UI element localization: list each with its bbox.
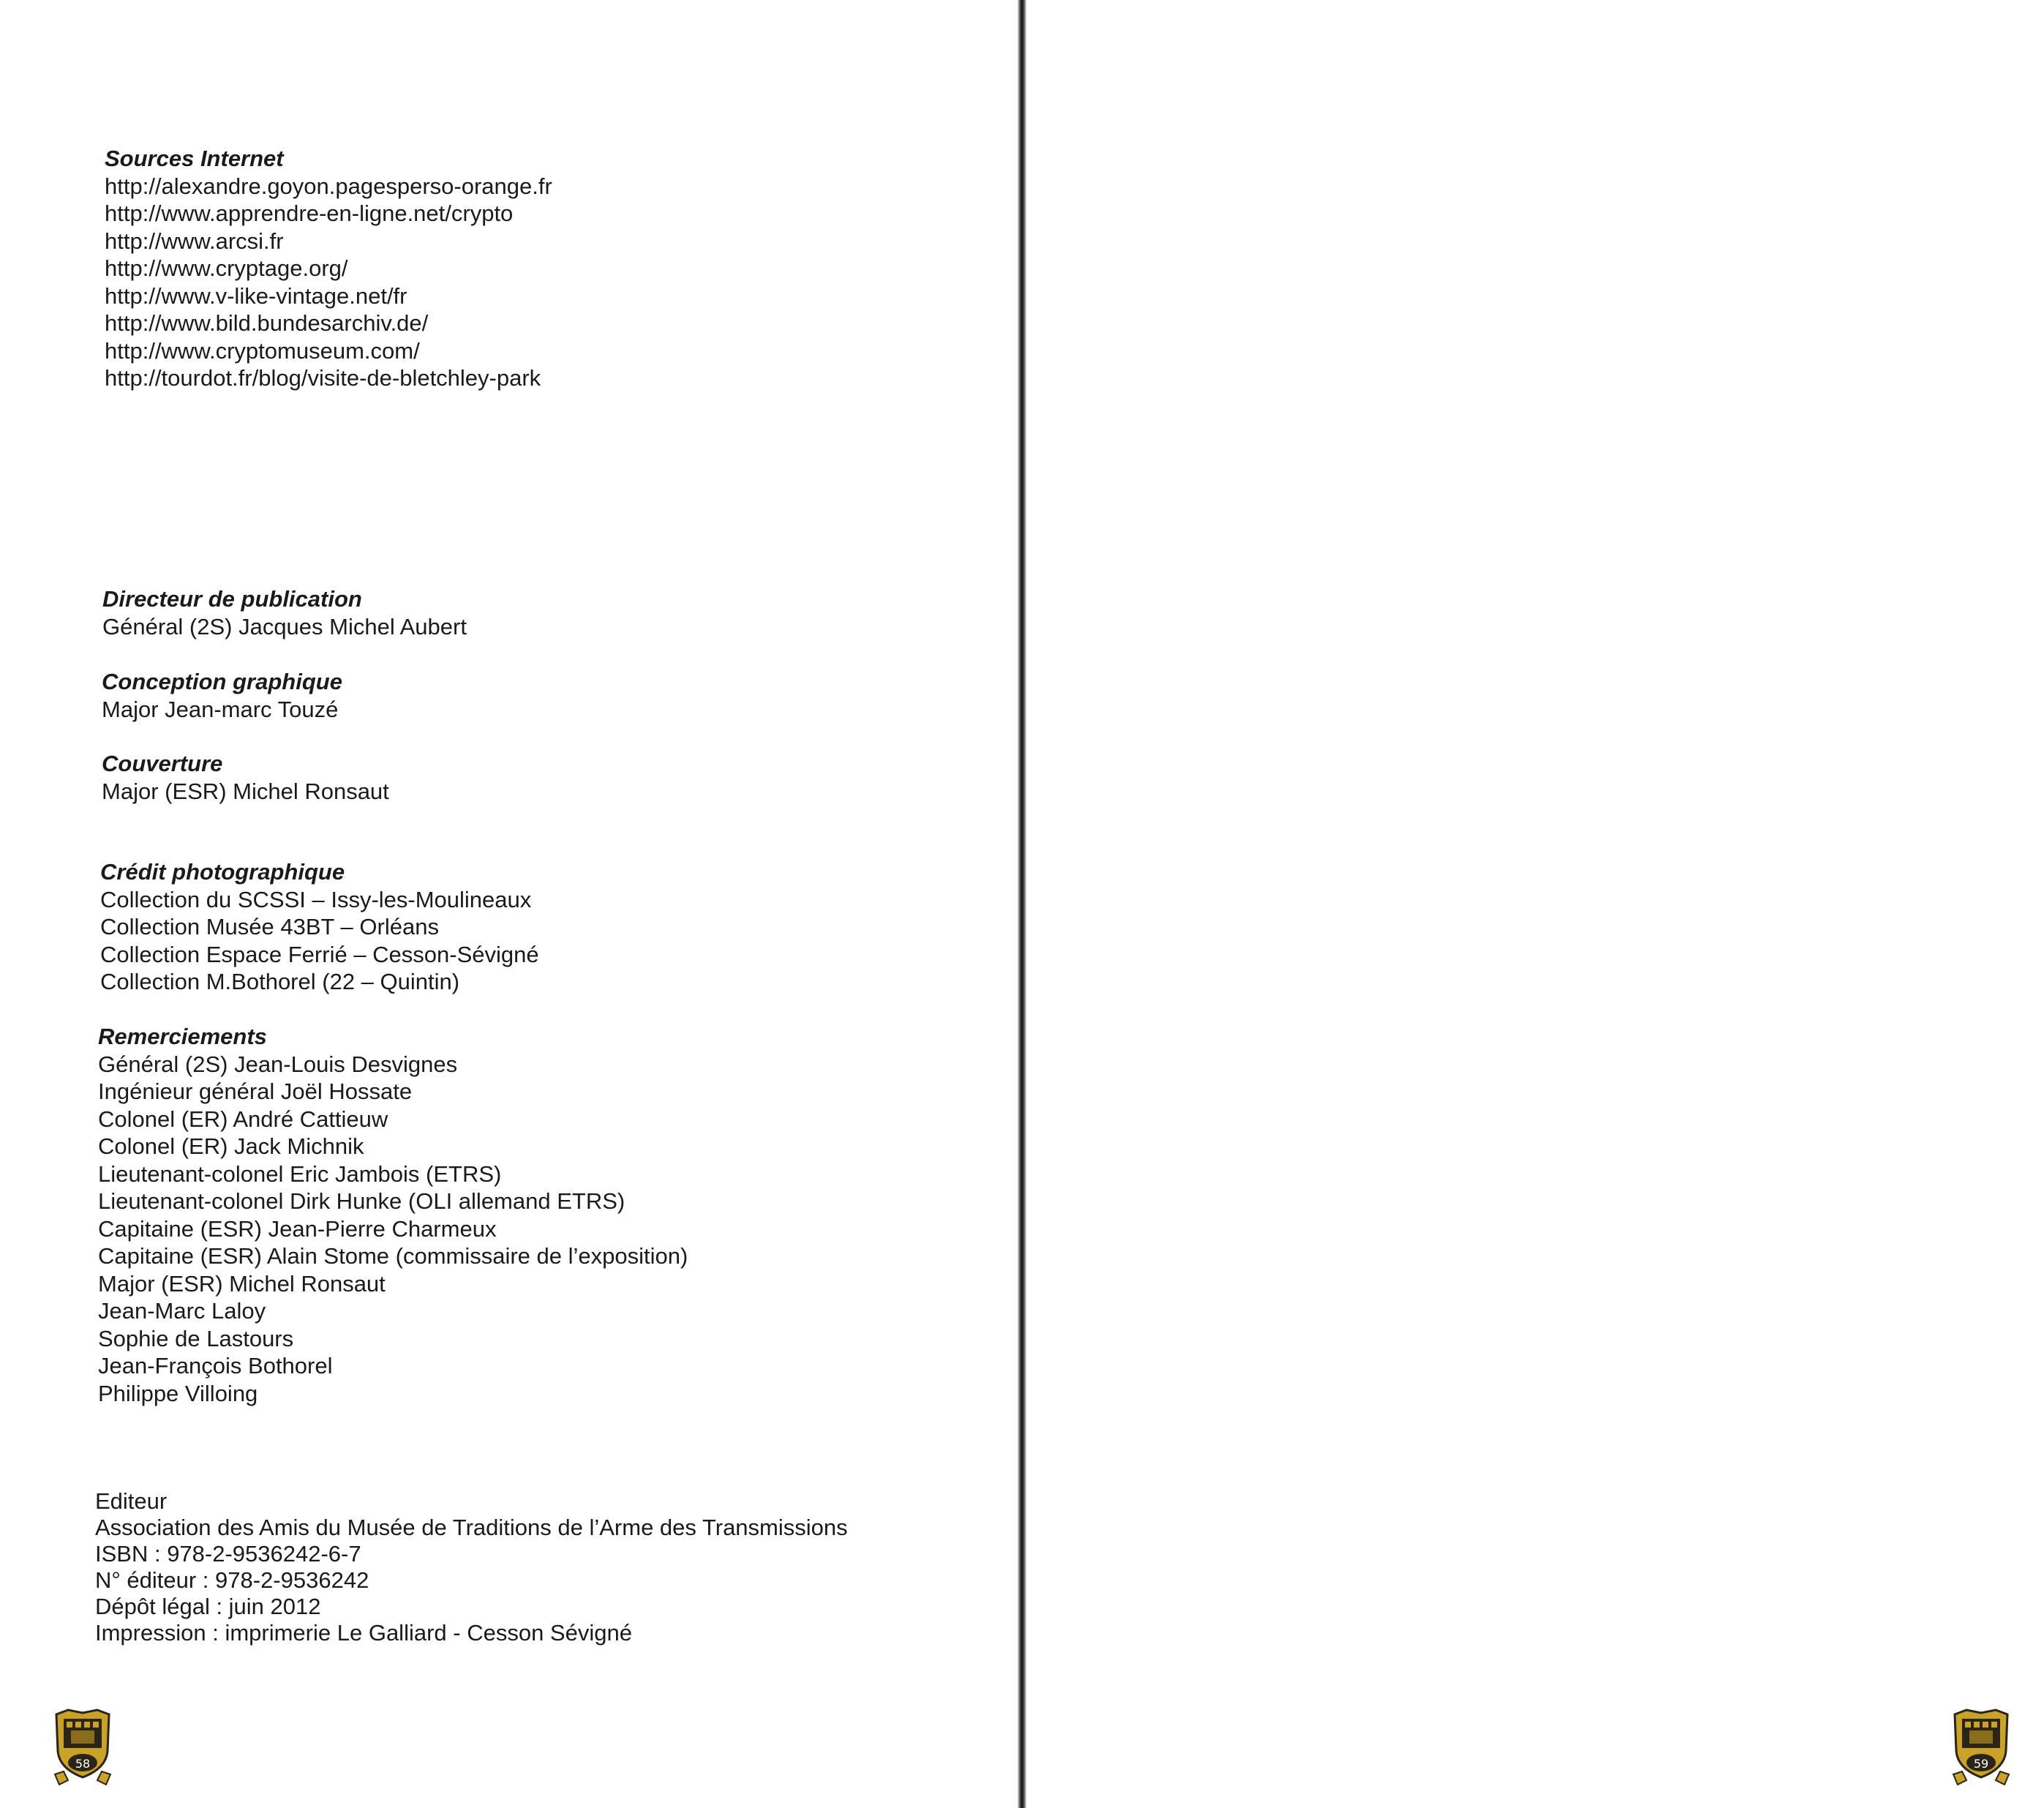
- right-page: [1032, 0, 2044, 1808]
- sources-heading: Sources Internet: [105, 146, 284, 171]
- couverture-section: [102, 750, 389, 805]
- remerciement-item: Ingénieur général Joël Hossate: [98, 1079, 413, 1104]
- source-url: http://www.cryptomuseum.com/: [105, 337, 420, 364]
- remerciement-item: Sophie de Lastours: [98, 1325, 294, 1351]
- credit-item: Collection M.Bothorel (22 – Quintin): [100, 969, 460, 994]
- remerciements-heading: Remerciements: [98, 1024, 267, 1049]
- emblem-icon: [53, 1707, 112, 1789]
- remerciement-item: Jean-François Bothorel: [98, 1353, 333, 1378]
- editeur-number: N° éditeur : 978-2-9536242: [95, 1567, 369, 1593]
- remerciement-item: Lieutenant-colonel Dirk Hunke (OLI allemand ETRS): [98, 1188, 625, 1214]
- source-url: http://tourdot.fr/blog/visite-de-bletchley-park: [105, 365, 541, 391]
- credit-item: Collection du SCSSI – Issy-les-Moulineaux: [100, 886, 532, 912]
- source-url: http://alexandre.goyon.pagesperso-orange.fr: [105, 173, 552, 199]
- source-url: http://www.cryptage.org/: [105, 255, 348, 281]
- couverture-heading: Couverture: [102, 751, 223, 776]
- directeur-heading: Directeur de publication: [102, 586, 362, 612]
- conception-heading: Conception graphique: [102, 669, 342, 694]
- conception-section: [102, 668, 342, 723]
- couverture-name: Major (ESR) Michel Ronsaut: [102, 778, 389, 804]
- credit-section: [100, 858, 539, 996]
- conception-name: Major Jean-marc Touzé: [102, 696, 339, 722]
- remerciement-item: Colonel (ER) Jack Michnik: [98, 1133, 364, 1159]
- credit-item: Collection Musée 43BT – Orléans: [100, 914, 439, 939]
- remerciement-item: Major (ESR) Michel Ronsaut: [98, 1270, 386, 1297]
- editeur-impression: Impression : imprimerie Le Galliard - Cesson Sévigné: [95, 1620, 632, 1646]
- page-emblem-58: [53, 1707, 112, 1789]
- editeur-depot-legal: Dépôt légal : juin 2012: [95, 1594, 321, 1619]
- remerciement-item: Philippe Villoing: [98, 1380, 258, 1406]
- source-url: http://www.apprendre-en-ligne.net/crypto: [105, 200, 514, 226]
- editeur-isbn: ISBN : 978-2-9536242-6-7: [95, 1541, 361, 1567]
- remerciements-section: [98, 1023, 688, 1407]
- remerciement-item: Capitaine (ESR) Alain Stome (commissaire de l’exposition): [98, 1243, 688, 1269]
- directeur-name: Général (2S) Jacques Michel Aubert: [102, 613, 467, 639]
- book-spine: [1018, 0, 1026, 1808]
- source-url: http://www.bild.bundesarchiv.de/: [105, 310, 429, 336]
- left-page: [0, 0, 1021, 1808]
- source-url: http://www.arcsi.fr: [105, 228, 284, 254]
- remerciement-item: Jean-Marc Laloy: [98, 1298, 266, 1324]
- editeur-label: Editeur: [95, 1488, 168, 1514]
- source-url: http://www.v-like-vintage.net/fr: [105, 282, 407, 309]
- remerciement-item: Capitaine (ESR) Jean-Pierre Charmeux: [98, 1215, 497, 1242]
- page-number-left: 58: [75, 1757, 91, 1771]
- directeur-section: [102, 585, 467, 640]
- editeur-association: Association des Amis du Musée de Traditions de l’Arme des Transmissions: [95, 1515, 848, 1540]
- remerciement-item: Lieutenant-colonel Eric Jambois (ETRS): [98, 1160, 502, 1187]
- page-number-right: 59: [1973, 1757, 1989, 1771]
- remerciement-item: Colonel (ER) André Cattieuw: [98, 1106, 388, 1132]
- page-emblem-59: [1952, 1707, 2010, 1789]
- credit-heading: Crédit photographique: [100, 859, 345, 885]
- sources-section: [105, 145, 552, 392]
- credit-item: Collection Espace Ferrié – Cesson-Sévigné: [100, 941, 539, 967]
- remerciement-item: Général (2S) Jean-Louis Desvignes: [98, 1051, 458, 1077]
- editeur-section: [95, 1488, 848, 1646]
- emblem-icon: [1952, 1707, 2010, 1789]
